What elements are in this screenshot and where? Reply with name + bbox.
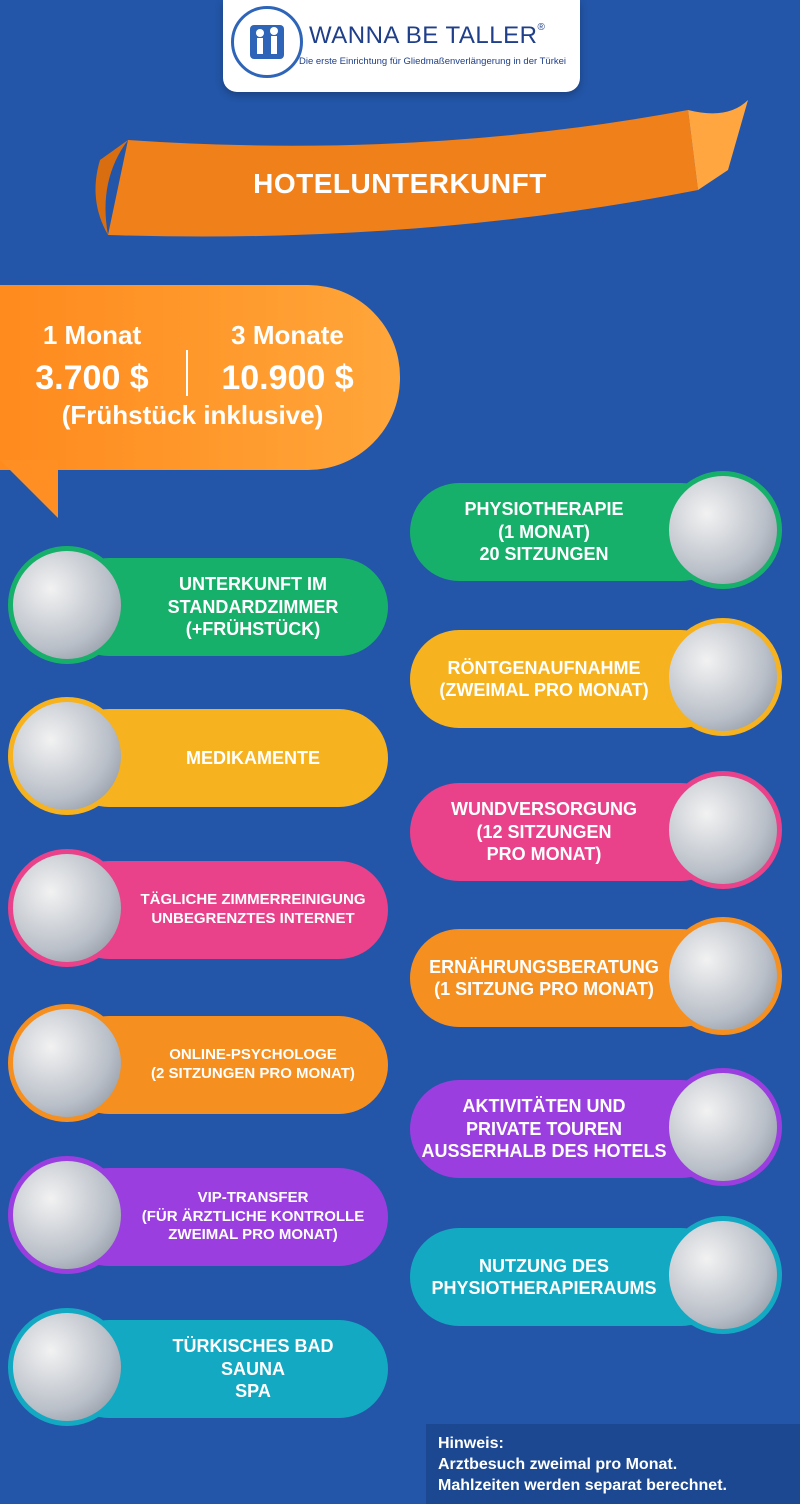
- feature-text: [451, 798, 637, 866]
- feature-text-line: MEDIKAMENTE: [186, 747, 320, 768]
- xray-photo-icon: [664, 618, 782, 736]
- feature-text: [429, 956, 659, 1001]
- feature-text-line: (2 SITZUNGEN PRO MONAT): [151, 1065, 355, 1082]
- feature-text-line: PHYSIOTHERAPIERAUMS: [431, 1278, 657, 1298]
- feature-text-line: TÜRKISCHES BAD: [172, 1336, 334, 1357]
- logo: [223, 0, 580, 92]
- footer-note-title: Hinweis:: [438, 1435, 504, 1452]
- feature-text: [141, 891, 366, 929]
- feature-text-line: (1 MONAT): [498, 521, 590, 542]
- feature-text-line: AKTIVITÄTEN UND: [462, 1096, 626, 1117]
- hotel-room-photo-icon: [8, 546, 126, 664]
- feature-text-line: PRIVATE TOUREN: [465, 1118, 622, 1139]
- room-cleaning-photo-icon: [8, 849, 126, 967]
- medication-photo-icon: [8, 697, 126, 815]
- feature-text-line: UNTERKUNFT IM: [179, 574, 327, 595]
- logo-subtitle: Die erste Einrichtung für Gliedmaßenverlängerung in der Türkei: [299, 56, 567, 67]
- feature-text: [421, 1095, 666, 1163]
- feature-text-line: ONLINE-PSYCHOLOGE: [169, 1046, 337, 1064]
- price-3-months-label: 3 Monate: [231, 320, 344, 350]
- feature-text-line: RÖNTGENAUFNAHME: [447, 657, 641, 678]
- footer-note-line2: Mahlzeiten werden separat berechnet.: [438, 1476, 727, 1494]
- feature-text: [431, 1255, 656, 1300]
- price-1-month-label: 1 Monat: [42, 320, 142, 350]
- footer-note-line1: Arztbesuch zweimal pro Monat.: [438, 1455, 678, 1473]
- vip-van-photo-icon: [8, 1156, 126, 1274]
- feature-text-line: VIP-TRANSFER: [197, 1188, 309, 1206]
- feature-text: [172, 1335, 333, 1403]
- feature-text-line: WUNDVERSORGUNG: [450, 799, 637, 820]
- logo-title: WANNA BE TALLER®: [309, 22, 546, 49]
- feature-text-line: (12 SITZUNGEN: [476, 821, 612, 842]
- feature-text-line: AUSSERHALB DES HOTELS: [421, 1141, 667, 1162]
- footer-note: [426, 1424, 800, 1504]
- price-3-months: [200, 320, 375, 398]
- feature-text-line: (FÜR ÄRZTLICHE KONTROLLE: [141, 1207, 365, 1225]
- feature-text: [186, 747, 320, 770]
- feature-text: [464, 498, 623, 566]
- pricing-tail: [0, 460, 58, 518]
- feature-text-line: PRO MONAT): [486, 844, 602, 865]
- feature-text-line: NUTZUNG DES: [479, 1255, 609, 1276]
- feature-text: [151, 1046, 355, 1084]
- price-divider: [186, 350, 188, 396]
- video-call-photo-icon: [8, 1004, 126, 1122]
- banner-title: HOTELUNTERKUNFT: [253, 168, 547, 199]
- physiotherapy-photo-icon: [664, 471, 782, 589]
- feature-text-line: (ZWEIMAL PRO MONAT): [439, 680, 649, 700]
- price-3-months-value: 10.900 $: [221, 359, 354, 397]
- feature-text-line: STANDARDZIMMER: [167, 596, 339, 617]
- spa-photo-icon: [8, 1308, 126, 1426]
- feature-text-line: ZWEIMAL PRO MONAT): [168, 1226, 338, 1244]
- price-1-month: [22, 320, 162, 398]
- feature-text-line: 20 SITZUNGEN: [479, 544, 609, 565]
- price-1-month-value: 3.700 $: [35, 359, 149, 397]
- gym-room-photo-icon: [664, 1216, 782, 1334]
- feature-text-line: SPA: [235, 1381, 271, 1402]
- group-tour-photo-icon: [664, 1068, 782, 1186]
- feature-text-line: SAUNA: [220, 1358, 285, 1379]
- feature-text-line: ERNÄHRUNGSBERATUNG: [429, 956, 659, 977]
- logo-emblem-icon: [231, 6, 303, 78]
- feature-text-line: TÄGLICHE ZIMMERREINIGUNG: [140, 891, 366, 909]
- feature-text: [439, 657, 648, 702]
- nutrition-photo-icon: [664, 917, 782, 1035]
- feature-text: [142, 1189, 364, 1245]
- feature-text-line: PHYSIOTHERAPIE: [464, 499, 624, 520]
- feature-text-line: (+FRÜHSTÜCK): [185, 619, 321, 640]
- feature-text: [168, 573, 339, 641]
- feature-text-line: UNBEGRENZTES INTERNET: [151, 910, 355, 927]
- price-note: (Frühstück inklusive): [61, 400, 324, 430]
- wound-care-photo-icon: [664, 771, 782, 889]
- feature-text-line: (1 SITZUNG PRO MONAT): [434, 979, 654, 999]
